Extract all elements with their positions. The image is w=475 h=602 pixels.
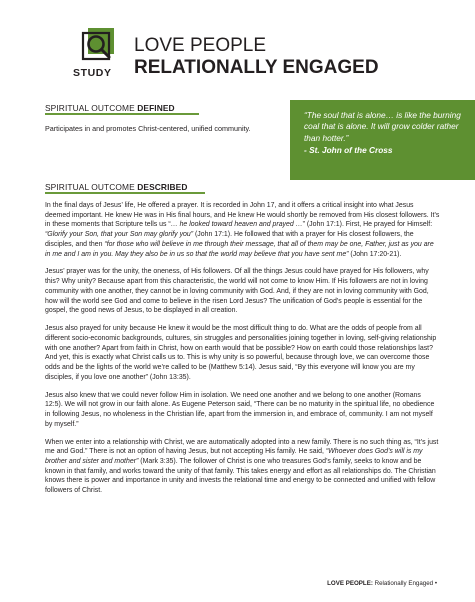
- described-heading-bold: DESCRIBED: [137, 182, 188, 192]
- defined-heading: [45, 103, 175, 113]
- described-body: [45, 201, 440, 504]
- footer-page-mark: •: [434, 580, 437, 587]
- p1-text-b: ” (John 17:1). First, He prayed for Himself:: [302, 221, 433, 229]
- paragraph-4: Jesus also knew that we could never follow Him in isolation. We need one another and we belong to one another (Romans 12:5). We will not grow in our faith alone. As Eugene Peterson said, “There can be no maturity in the spiritual life, no obedience in following Jesus, no wholeness in the Christian life, apart from the immersion in, and embrace of, community. I am not myself by myself.”: [45, 391, 435, 428]
- p5-quote: “Whoever does God’s will is my brother and sister and mother”: [45, 448, 423, 465]
- p1-quote-b: “Glorify your Son, that your Son may glorify you”: [45, 231, 194, 239]
- p5-text-a: When we enter into a relationship with Christ, we are automatically adopted into a new family. There is no such thing as, “It’s just me and God.” There is not an option of having Jesus, but not accepting His family. He said,: [45, 438, 439, 456]
- footer-text: Relationally Engaged: [372, 580, 434, 587]
- described-heading: [45, 182, 187, 192]
- footer-bold: LOVE PEOPLE:: [327, 580, 373, 587]
- p1-text-c: (John 17:1). He followed that with a prayer for His closest followers, the disciples, and then: [45, 231, 414, 248]
- defined-heading-bold: DEFINED: [137, 103, 175, 113]
- paragraph-1: [45, 201, 440, 259]
- paragraph-5: [45, 438, 440, 496]
- p5-text-b: (Mark 3:35). The follower of Christ is one who treasures God’s family, seeks to know and be known in that family, and works toward the unity of that family. This takes energy and effort as all relationships do. The Christian knows there is power and importance in unity and invests the relational time and energy to be connected and unified with fellow followers of Christ.: [45, 457, 436, 495]
- paragraph-3: Jesus also prayed for unity because He knew it would be the most difficult thing to do. What are the odds of people from all different socio-economic backgrounds, cultures, sin struggles and personalities joining together in loving, self-giving relationship with one another? Apart from faith in Christ, how on earth would that be possible? How on earth could those relationships last? And yet, this is exactly what Christ calls us to. This is why unity is so powerful, because through love, we can overcome those odds and be the lights of the world we’re called to be (Matthew 5:14). Jesus said, “By this everyone will know you are my disciples, if you love one another” (John 13:35).: [45, 325, 437, 381]
- quote-text: “The soul that is alone… is like the burning coal that is alone. It will grow colder rather than hotter.”: [304, 110, 461, 143]
- defined-text: Participates in and promotes Christ-centered, unified community.: [45, 124, 251, 133]
- study-label: STUDY: [73, 67, 112, 79]
- defined-underline: [45, 113, 199, 115]
- p1-quote-c: “for those who will believe in me through their message, that all of them may be one, Father, just as you are in me and I am in you. May they also be in us so that the world may believe that you have sent me”: [45, 240, 434, 258]
- paragraph-2: Jesus’ prayer was for the unity, the oneness, of His followers. Of all the things Jesus could have prayed for His followers, why this? Why unity? Because apart from this characteristic, the world will not come to know Him. If His followers are not in loving community with one another, they cannot be in loving community with God. And, if they are not in loving community with God, how will the world see God and come to believe in the risen Lord Jesus? The unification of God’s people is essential for the gospel, the good news of Jesus, to be displayed in all creation.: [45, 268, 429, 315]
- defined-heading-prefix: SPIRITUAL OUTCOME: [45, 103, 135, 113]
- described-heading-prefix: SPIRITUAL OUTCOME: [45, 182, 135, 192]
- page-title-line1: LOVE PEOPLE: [134, 35, 267, 56]
- p1-text-d: (John 17:20-21).: [348, 250, 402, 258]
- described-underline: [45, 192, 205, 194]
- quote-attribution: - St. John of the Cross: [304, 144, 393, 155]
- p1-text-a: In the final days of Jesus’ life, He offered a prayer. It is recorded in John 17, and it offers a critical insight into what Jesus deemed important. He knew He was in His final hours, and He knew He would shortly be removed from His closest followers. It’s in these moments that Scripture tells us “: [45, 202, 440, 229]
- page-title-line2: RELATIONALLY ENGAGED: [134, 57, 379, 78]
- p1-quote-a: … he looked toward heaven and prayed …: [170, 221, 303, 229]
- quote-box: [290, 100, 475, 180]
- page-footer: [327, 580, 437, 587]
